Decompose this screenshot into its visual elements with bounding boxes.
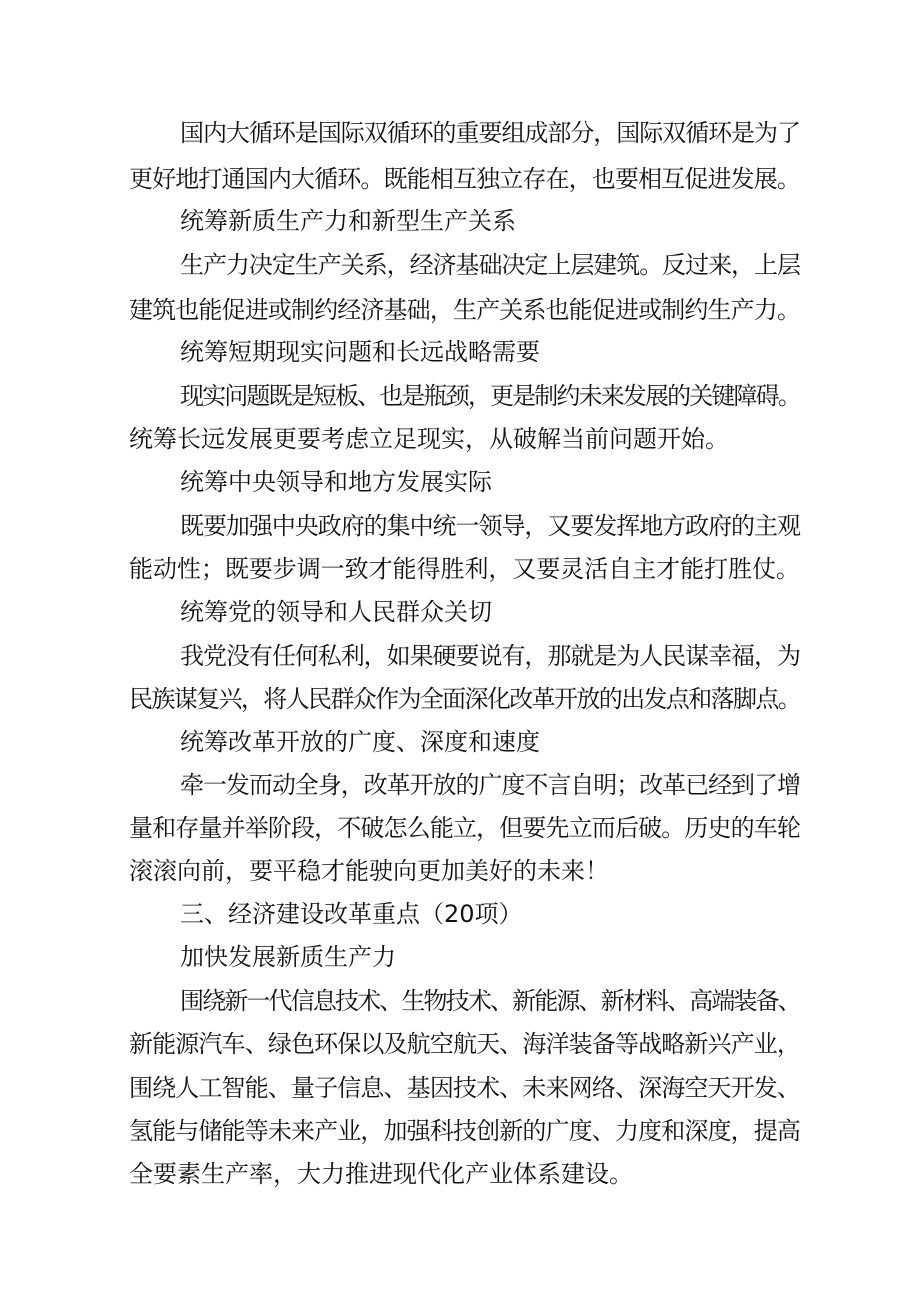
paragraph-line: 建筑也能促进或制约经济基础，生产关系也能促进或制约生产力。 xyxy=(129,296,801,324)
paragraph-line: 生产力决定生产关系，经济基础决定上层建筑。反过来，上层 xyxy=(180,251,800,279)
paragraph-line: 更好地打通国内大循环。既能相互独立存在，也要相互促进发展。 xyxy=(129,165,801,193)
paragraph-line: 民族谋复兴，将人民群众作为全面深化改革开放的出发点和落脚点。 xyxy=(129,685,801,713)
section-heading: 统筹短期现实问题和长远战略需要 xyxy=(180,338,540,366)
paragraph-line: 既要加强中央政府的集中统一领导，又要发挥地方政府的主观 xyxy=(180,512,800,540)
paragraph-line: 现实问题既是短板、也是瓶颈，更是制约未来发展的关键障碍。 xyxy=(180,382,800,410)
paragraph-line: 国内大循环是国际双循环的重要组成部分，国际双循环是为了 xyxy=(180,119,800,147)
paragraph-line: 能动性；既要步调一致才能得胜利，又要灵活自主才能打胜仗。 xyxy=(129,555,800,583)
paragraph-line: 全要素生产率，大力推进现代化产业体系建设。 xyxy=(129,1160,633,1188)
section-heading: 统筹改革开放的广度、深度和速度 xyxy=(180,728,540,756)
paragraph-line: 氢能与储能等未来产业，加强科技创新的广度、力度和深度，提高 xyxy=(129,1117,801,1145)
paragraph-line: 统筹长远发展更要考虑立足现实，从破解当前问题开始。 xyxy=(129,425,729,453)
paragraph-line: 新能源汽车、绿色环保以及航空航天、海洋装备等战略新兴产业， xyxy=(129,1030,801,1058)
section-heading: 统筹中央领导和地方发展实际 xyxy=(180,468,492,496)
section-heading: 三、经济建设改革重点（20项） xyxy=(180,900,523,928)
paragraph-line: 围绕人工智能、量子信息、基因技术、未来网络、深海空天开发、 xyxy=(129,1074,801,1102)
section-heading: 加快发展新质生产力 xyxy=(180,943,396,971)
paragraph-line: 围绕新一代信息技术、生物技术、新能源、新材料、高端装备、 xyxy=(180,987,800,1015)
paragraph-line: 滚滚向前，要平稳才能驶向更加美好的未来！ xyxy=(129,857,609,885)
paragraph-line: 牵一发而动全身，改革开放的广度不言自明；改革已经到了增 xyxy=(180,771,800,799)
paragraph-line: 我党没有任何私利，如果硬要说有，那就是为人民谋幸福，为 xyxy=(180,642,800,670)
section-heading: 统筹新质生产力和新型生产关系 xyxy=(180,207,516,235)
paragraph-line: 量和存量并举阶段，不破怎么能立，但要先立而后破。历史的车轮 xyxy=(129,814,801,842)
section-heading: 统筹党的领导和人民群众关切 xyxy=(180,598,492,626)
